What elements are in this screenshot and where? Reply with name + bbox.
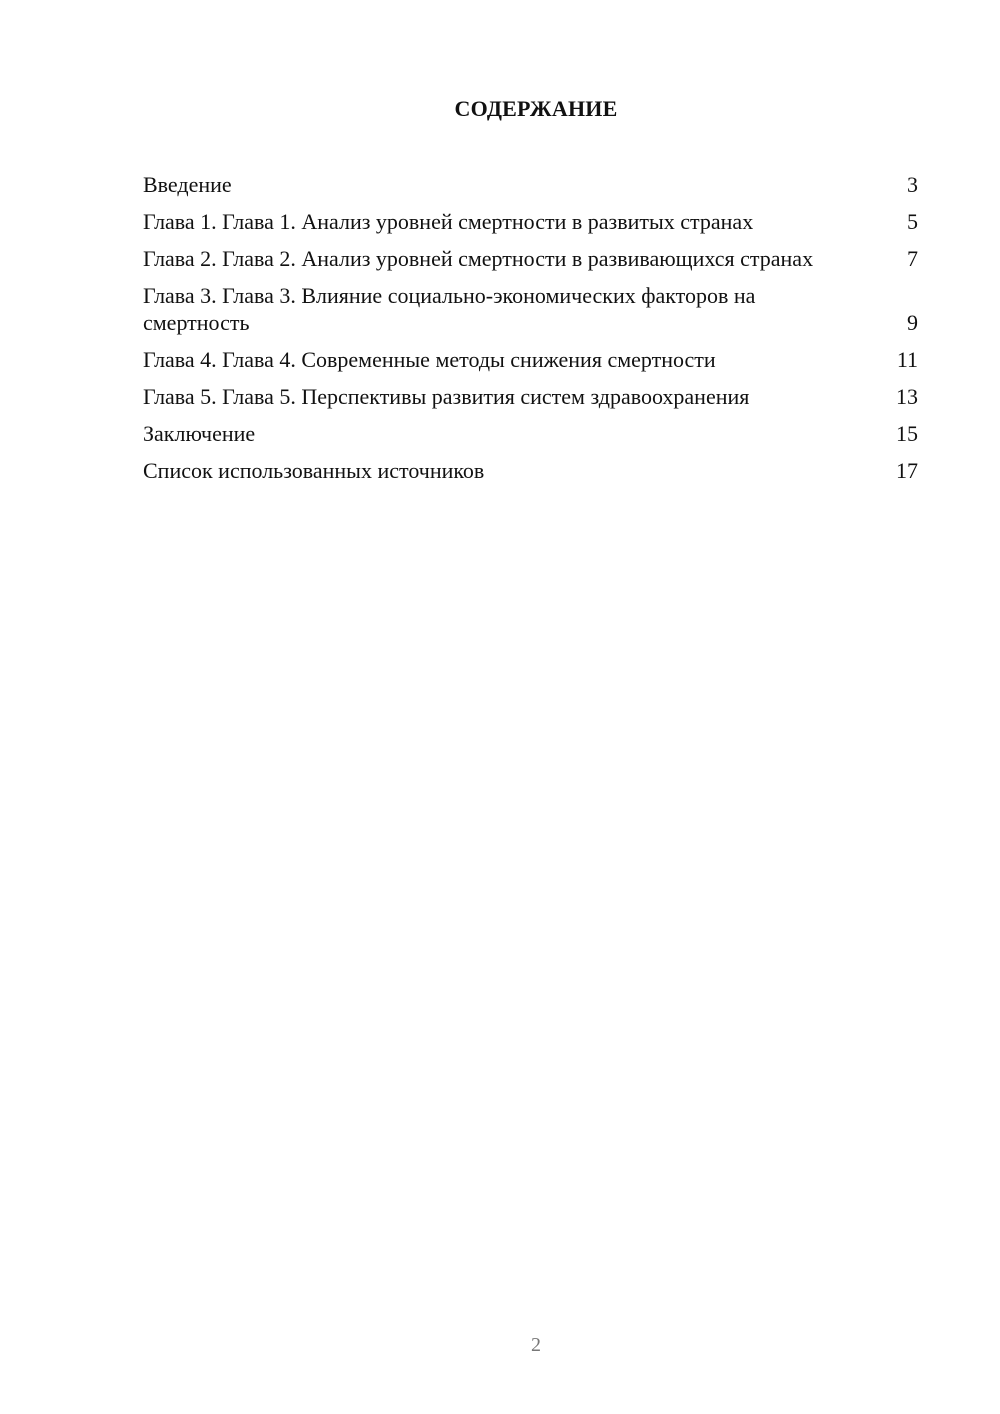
toc-entry-page: 11 xyxy=(896,347,918,372)
toc-entry-conclusion xyxy=(143,420,918,447)
toc-entry-text: Глава 4. Глава 4. Современные методы снижения смертности xyxy=(143,347,716,372)
toc-entry-page: 9 xyxy=(907,310,918,335)
toc-title: СОДЕРЖАНИЕ xyxy=(454,96,618,121)
toc-entry-chapter-2 xyxy=(143,245,918,272)
toc-entry-references xyxy=(143,457,918,484)
toc-entry-page: 3 xyxy=(907,172,918,197)
toc-entry-text: Введение xyxy=(143,172,232,197)
toc-entry-text: Заключение xyxy=(143,421,256,446)
page-number: 2 xyxy=(531,1334,541,1356)
toc-entry-text: Глава 2. Глава 2. Анализ уровней смертности в развивающихся странах xyxy=(143,246,814,271)
toc-entry-text: Глава 1. Глава 1. Анализ уровней смертности в развитых странах xyxy=(143,209,754,234)
toc-entry-page: 17 xyxy=(896,458,918,483)
toc-entry-page: 13 xyxy=(896,384,918,409)
toc-entry-text: Список использованных источников xyxy=(143,458,485,483)
toc-entry-chapter-3 xyxy=(143,282,918,336)
toc-entry-page: 5 xyxy=(907,209,918,234)
toc-entry-introduction xyxy=(143,171,918,198)
toc-entry-text: Глава 5. Глава 5. Перспективы развития систем здравоохранения xyxy=(143,384,750,409)
table-of-contents xyxy=(143,171,918,494)
toc-entry-chapter-4 xyxy=(143,346,918,373)
toc-entry-text: Глава 3. Глава 3. Влияние социально-экономических факторов на смертность xyxy=(143,283,756,335)
toc-entry-page: 15 xyxy=(896,421,918,446)
toc-entry-chapter-5 xyxy=(143,383,918,410)
toc-entry-chapter-1 xyxy=(143,208,918,235)
toc-entry-page: 7 xyxy=(907,246,918,271)
